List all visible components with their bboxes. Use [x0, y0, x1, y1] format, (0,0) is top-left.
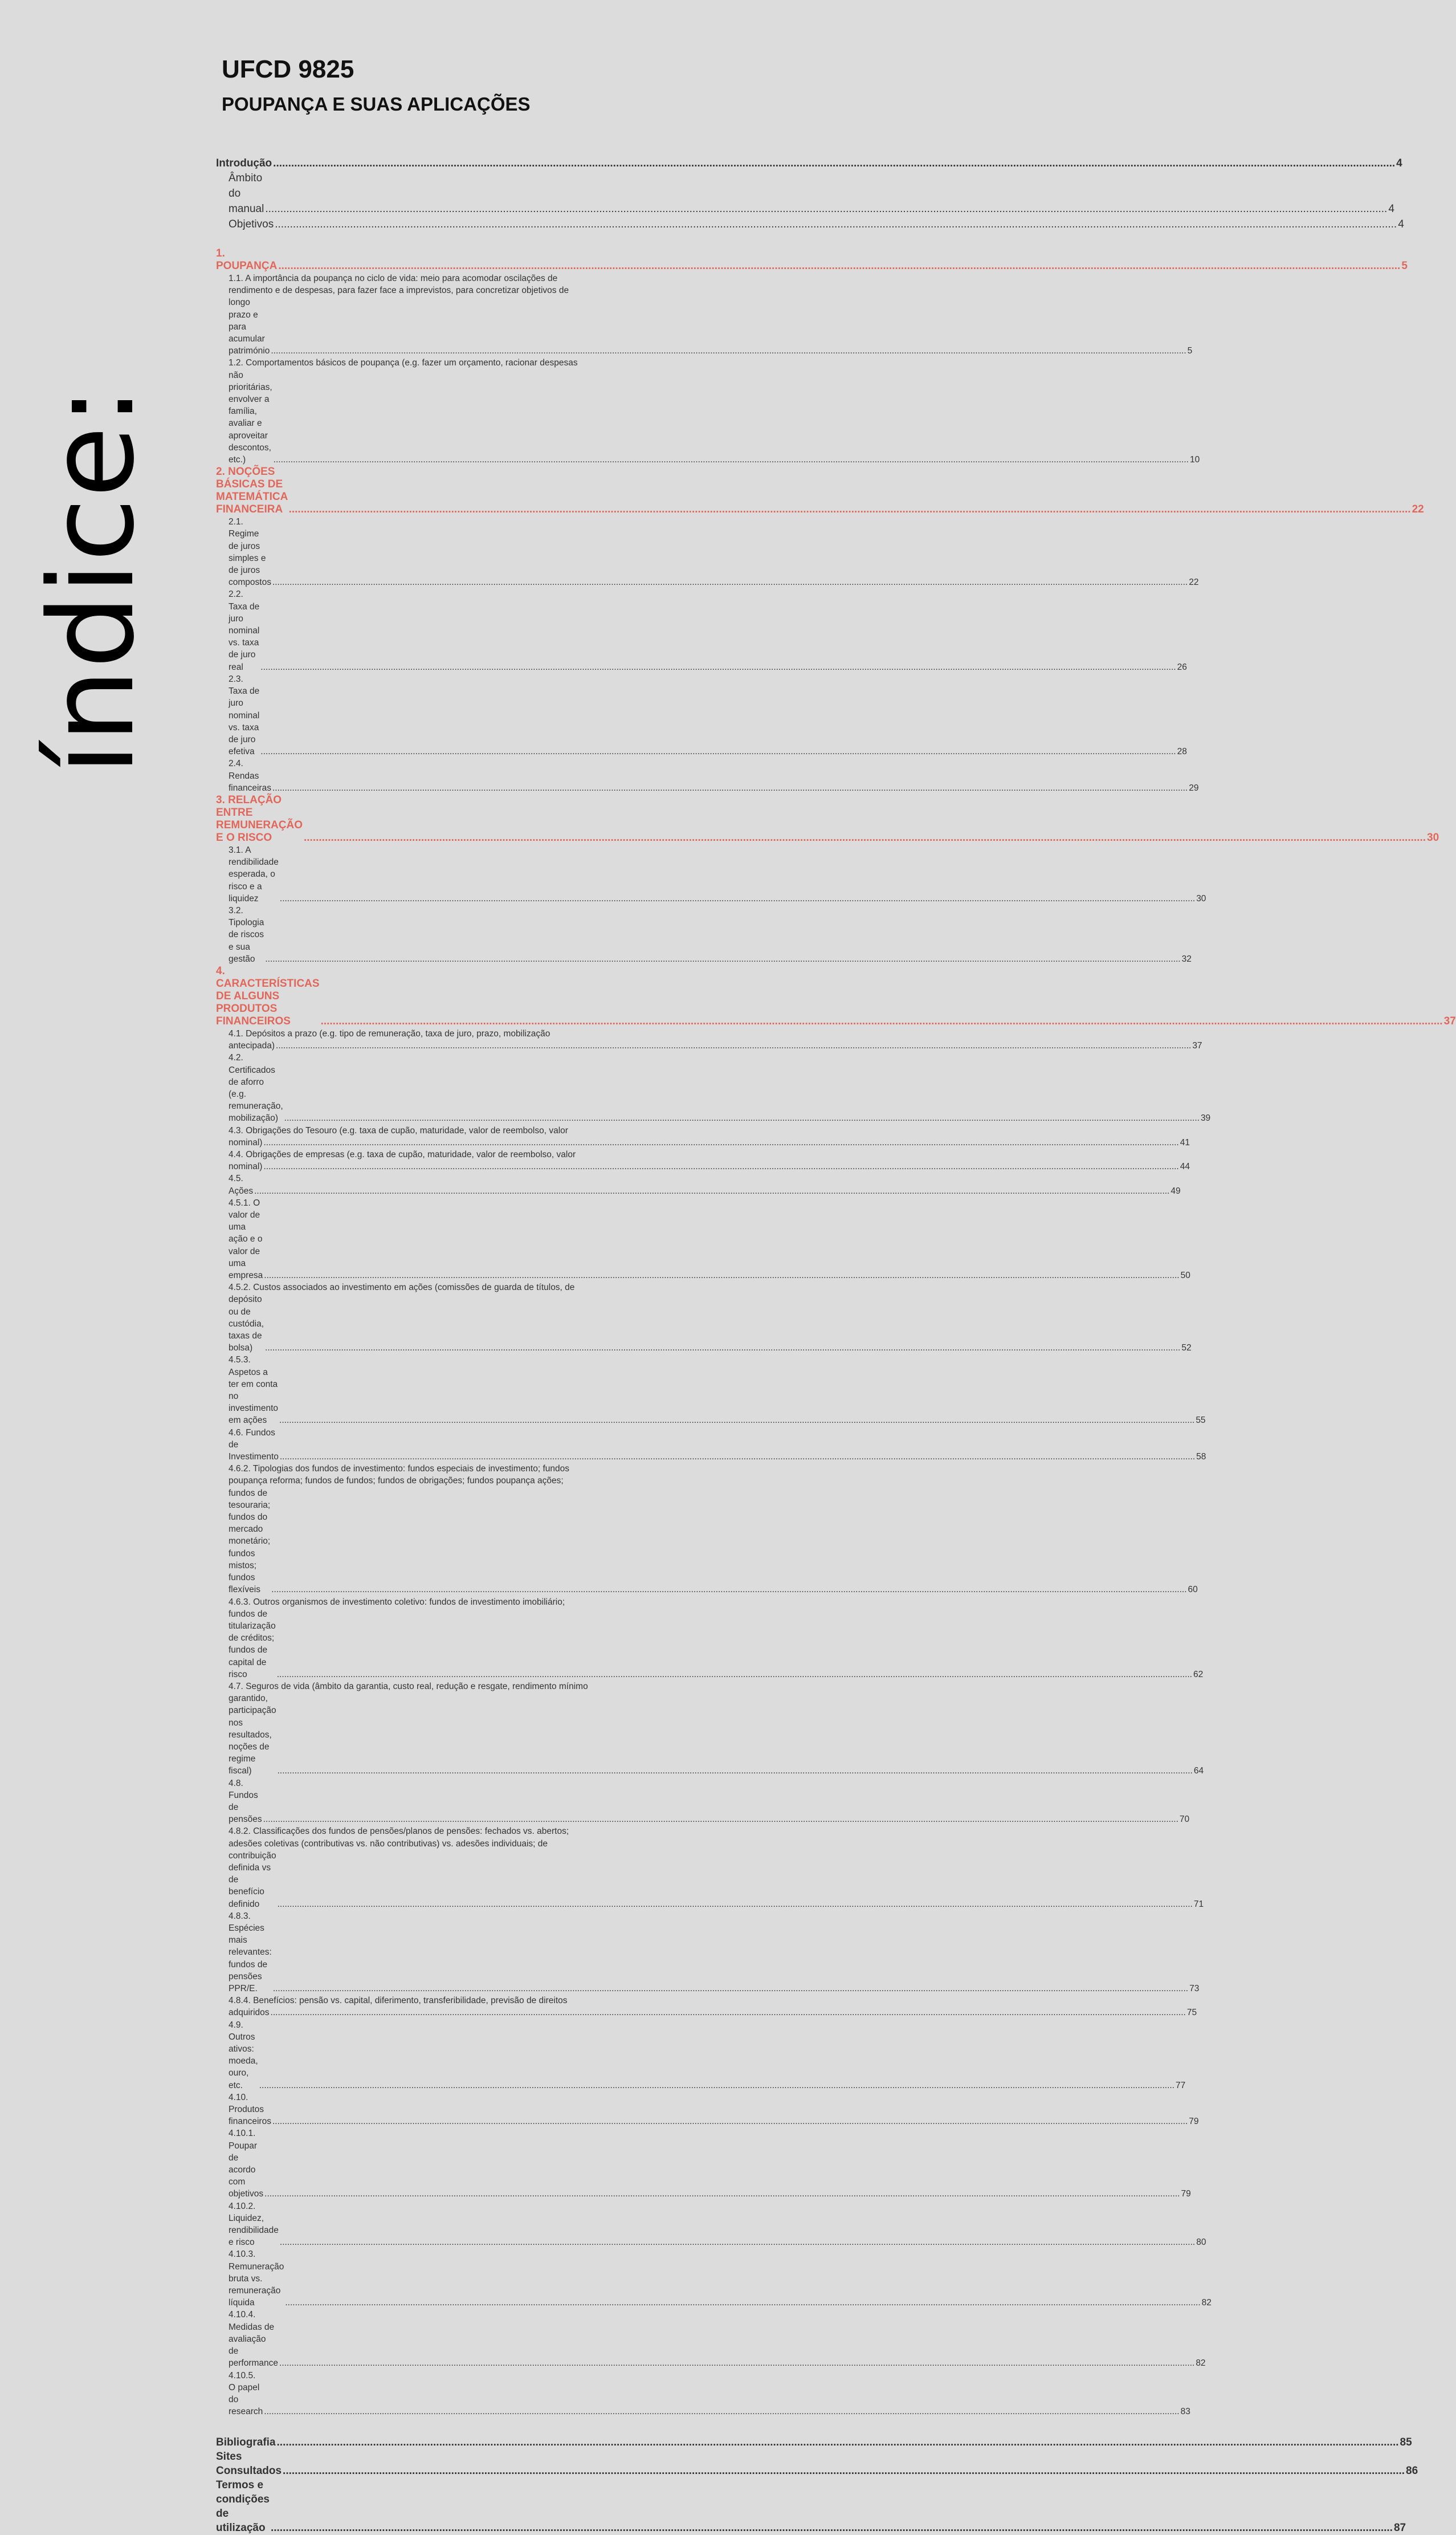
dot-leader	[265, 1342, 1180, 1354]
toc-entry-label: 4.10.5. O papel do research	[229, 2370, 263, 2417]
toc-subsection-entry[interactable]	[216, 1125, 1190, 1149]
toc-entry-line: 4.7. Seguros de vida (âmbito da garantia, custo real, redução e resgate, rendimento mínimo	[229, 1681, 588, 1691]
toc-entry-last-line	[229, 588, 1187, 673]
toc-page-number: 73	[1189, 1984, 1200, 1993]
spacer	[216, 2418, 603, 2435]
dot-leader	[271, 1584, 1186, 1596]
toc-subsection-entry[interactable]	[216, 1028, 1202, 1052]
spacer	[216, 232, 603, 247]
toc-entry-label: não prioritárias, envolver a família, avaliar e aproveitar descontos, etc.)	[229, 370, 272, 465]
toc-entry-label: 4.5.1. O valor de uma ação e o valor de uma empresa	[229, 1198, 263, 1281]
toc-entry-label: 3.1. A rendibilidade esperada, o risco e a liquidez	[229, 845, 279, 904]
toc-subsection-entry[interactable]	[216, 1910, 1200, 1995]
toc-page-number: 62	[1193, 1669, 1204, 1679]
toc-entry-line: 1.1. A importância da poupança no ciclo de vida: meio para acomodar oscilações de	[229, 274, 558, 283]
toc-entry-last-line	[229, 1354, 1206, 1426]
toc-entry-label: 3. RELAÇÃO ENTRE REMUNERAÇÃO E O RISCO	[216, 794, 303, 844]
toc-subsection-entry[interactable]	[216, 1825, 1204, 1910]
toc-entry-label: 2.2. Taxa de juro nominal vs. taxa de juro real	[229, 589, 260, 672]
toc-entry-last-line	[229, 2019, 1186, 2092]
toc-chapter-entry[interactable]	[216, 247, 1408, 272]
dot-leader	[280, 893, 1195, 905]
toc-entry-last-line	[229, 2370, 1190, 2418]
dot-leader	[264, 1269, 1179, 1281]
toc-page-number: 58	[1196, 1452, 1206, 1462]
toc-page-number: 4	[1396, 157, 1402, 169]
toc-page-number: 32	[1181, 954, 1192, 964]
toc-page-number: 44	[1180, 1162, 1190, 1172]
toc-subsection-entry[interactable]	[216, 2370, 1190, 2418]
toc-subsection-entry[interactable]	[216, 1149, 1190, 1173]
toc-subsection-entry[interactable]	[216, 2127, 1191, 2200]
dot-leader	[272, 782, 1188, 794]
toc-section-entry[interactable]	[216, 156, 1402, 170]
toc-entry-line: poupança reforma; fundos de fundos; fundos de obrigações; fundos poupança ações;	[229, 1476, 564, 1486]
dot-leader	[260, 746, 1176, 758]
toc-entry-last-line	[229, 1427, 1206, 1463]
toc-entry-line: 1.2. Comportamentos básicos de poupança (e.g. fazer um orçamento, racionar despesas	[229, 358, 578, 368]
toc-page-number: 82	[1201, 2298, 1212, 2308]
toc-page-number: 75	[1186, 2008, 1197, 2018]
toc-page-number: 22	[1189, 577, 1199, 588]
toc-page-number: 85	[1400, 2436, 1412, 2449]
toc-subsection-entry[interactable]	[216, 170, 1394, 217]
course-code: UFCD 9825	[222, 55, 354, 83]
toc-chapter-entry[interactable]	[216, 794, 1439, 844]
dot-leader	[289, 503, 1411, 516]
dot-leader	[260, 661, 1176, 673]
toc-entry-label: 4.2. Certificados de aforro (e.g. remuneração, mobilização)	[229, 1053, 283, 1124]
toc-entry-line: 4.1. Depósitos a prazo (e.g. tipo de remuneração, taxa de juro, prazo, mobilização	[229, 1028, 550, 1039]
toc-entry-label: Sites Consultados	[216, 2451, 282, 2477]
dot-leader	[276, 1040, 1191, 1052]
toc-entry-last-line	[229, 1608, 1204, 1680]
toc-entry-label: 4.8.3. Espécies mais relevantes: fundos de pensões PPR/E.	[229, 1911, 272, 1993]
dot-leader	[272, 2115, 1188, 2127]
dot-leader	[278, 1898, 1193, 1910]
toc-subsection-entry[interactable]	[216, 1680, 1204, 1777]
toc-page-number: 79	[1189, 2117, 1199, 2127]
toc-entry-label: Objetivos	[229, 218, 274, 230]
toc-entry-label: Âmbito do manual	[229, 172, 264, 215]
toc-subsection-entry[interactable]	[216, 1995, 1197, 2019]
toc-page-number: 55	[1196, 1415, 1206, 1426]
toc-subsection-entry[interactable]	[216, 1463, 1198, 1596]
toc-entry-last-line	[229, 1161, 1190, 1173]
toc-subsection-entry[interactable]	[216, 1281, 1192, 1354]
dot-leader	[284, 1112, 1200, 1124]
toc-subsection-entry[interactable]	[216, 905, 1192, 965]
toc-section-entry[interactable]	[216, 2435, 1412, 2449]
toc-entry-line: adesões coletivas (contributivas vs. não contributivas) vs. adesões individuais; de	[229, 1838, 548, 1849]
toc-page-number: 86	[1406, 2465, 1418, 2477]
toc-entry-last-line	[229, 1197, 1190, 1281]
toc-entry-label: adquiridos	[229, 2008, 270, 2018]
toc-entry-last-line	[229, 1052, 1211, 1124]
toc-entry-label: 4. CARACTERÍSTICAS DE ALGUNS PRODUTOS FINANCEIROS	[216, 965, 320, 1027]
toc-page-number: 5	[1401, 260, 1408, 272]
toc-entry-line: 4.3. Obrigações do Tesouro (e.g. taxa de cupão, maturidade, valor de reembolso, valor	[229, 1125, 568, 1136]
dot-leader	[321, 1015, 1443, 1028]
toc-entry-line: 4.5.2. Custos associados ao investimento em ações (comissões de guarda de títulos, de	[229, 1283, 575, 1293]
toc-entry-label: 2.4. Rendas financeiras	[229, 759, 271, 793]
dot-leader	[264, 2188, 1180, 2200]
toc-entry-line: rendimento e de despesas, para fazer face a imprevistos, para concretizar objetivos de	[229, 286, 569, 296]
toc-entry-label: fundos de tesouraria; fundos do mercado monetário; fundos mistos; fundos flexíveis	[229, 1488, 271, 1595]
toc-page-number: 52	[1181, 1343, 1192, 1353]
toc-entry-line: 4.6.3. Outros organismos de investimento coletivo: fundos de investimento imobiliário;	[229, 1597, 565, 1607]
dot-leader	[271, 2521, 1393, 2535]
toc-page-number: 80	[1196, 2237, 1206, 2248]
toc-page-number: 4	[1398, 218, 1404, 230]
dot-leader	[279, 2357, 1194, 2369]
toc-entry-last-line	[229, 1910, 1200, 1995]
toc-page-number: 82	[1196, 2358, 1206, 2369]
dot-leader	[280, 1451, 1195, 1463]
dot-leader	[273, 156, 1395, 170]
document-header	[222, 52, 531, 119]
dot-leader	[271, 2007, 1186, 2019]
toc-entry-label: nominal)	[229, 1162, 263, 1172]
toc-subsection-entry[interactable]	[216, 1596, 1204, 1680]
toc-subsection-entry[interactable]	[216, 217, 1404, 232]
toc-page-number: 29	[1189, 783, 1199, 793]
toc-entry-label: 4.10.1. Poupar de acordo com objetivos	[229, 2129, 264, 2199]
toc-entry-label: 1. POUPANÇA	[216, 247, 278, 272]
toc-entry-last-line	[229, 1040, 1202, 1052]
dot-leader	[263, 1161, 1178, 1173]
toc-entry-last-line	[229, 673, 1187, 758]
toc-page-number: 41	[1180, 1137, 1190, 1148]
toc-subsection-entry[interactable]	[216, 2092, 1199, 2128]
toc-page-number: 37	[1192, 1041, 1202, 1051]
toc-page-number: 28	[1177, 747, 1187, 757]
dot-leader	[278, 1765, 1193, 1777]
toc-subsection-entry[interactable]	[216, 1052, 1211, 1124]
dot-leader	[271, 345, 1186, 357]
dot-leader	[277, 2435, 1399, 2449]
toc-page-number: 39	[1200, 1113, 1211, 1124]
toc-subsection-entry[interactable]	[216, 2019, 1186, 2092]
toc-entry-label: 4.10.2. Liquidez, rendibilidade e risco	[229, 2201, 279, 2248]
toc-entry-label: 4.10.4. Medidas de avaliação de performance	[229, 2310, 279, 2369]
toc-entry-last-line	[229, 2007, 1197, 2019]
toc-entry-label: 4.5. Ações	[229, 1174, 254, 1196]
dot-leader	[265, 953, 1180, 965]
toc-page-number: 4	[1388, 203, 1394, 215]
toc-entry-label: antecipada)	[229, 1041, 275, 1051]
toc-page-number: 64	[1193, 1766, 1204, 1776]
toc-page-number: 26	[1177, 662, 1187, 672]
toc-subsection-entry[interactable]	[216, 516, 1199, 588]
toc-entry-last-line	[229, 296, 1193, 357]
toc-subsection-entry[interactable]	[216, 1173, 1181, 1197]
toc-entry-label: 4.6. Fundos de Investimento	[229, 1427, 279, 1462]
toc-page-number: 60	[1188, 1585, 1198, 1595]
toc-page-number: 10	[1189, 455, 1200, 465]
toc-entry-last-line	[229, 1487, 1198, 1596]
toc-entry-line: 4.4. Obrigações de empresas (e.g. taxa de cupão, maturidade, valor de reembolso, valor	[229, 1149, 576, 1159]
toc-entry-label: Termos e condições de utilização	[216, 2479, 270, 2534]
toc-entry-label: 4.10.3. Remuneração bruta vs. remuneração líquida	[229, 2249, 284, 2308]
toc-entry-label: fundos de titularização de créditos; fundos de capital de risco	[229, 1609, 276, 1679]
dot-leader	[280, 2236, 1195, 2248]
toc-subsection-entry[interactable]	[216, 673, 1187, 758]
toc-entry-label: 2. NOÇÕES BÁSICAS DE MATEMÁTICA FINANCEIRA	[216, 466, 288, 516]
dot-leader	[278, 260, 1400, 272]
toc-chapter-entry[interactable]	[216, 965, 1456, 1028]
toc-page-number: 71	[1193, 1899, 1204, 1909]
toc-page-number: 49	[1170, 1186, 1181, 1196]
toc-section-entry[interactable]	[216, 2449, 1418, 2478]
toc-entry-label: nominal)	[229, 1137, 263, 1148]
toc-page-number: 30	[1427, 831, 1439, 844]
toc-entry-last-line	[229, 516, 1199, 588]
toc-page-number: 30	[1196, 893, 1206, 904]
toc-chapter-entry[interactable]	[216, 466, 1424, 516]
toc-entry-last-line	[229, 2248, 1212, 2309]
toc-subsection-entry[interactable]	[216, 1427, 1206, 1463]
toc-subsection-entry[interactable]	[216, 844, 1206, 905]
dot-leader	[265, 201, 1387, 217]
toc-subsection-entry[interactable]	[216, 2248, 1212, 2309]
toc-entry-last-line	[229, 369, 1200, 466]
toc-page-number: 77	[1176, 2080, 1186, 2090]
toc-page-number: 5	[1187, 346, 1193, 356]
course-subtitle: POUPANÇA E SUAS APLICAÇÕES	[222, 93, 531, 115]
toc-entry-label: longo prazo e para acumular património	[229, 298, 270, 356]
toc-entry-last-line	[229, 758, 1199, 794]
toc-entry-last-line	[229, 1850, 1204, 1910]
dot-leader	[272, 576, 1188, 588]
toc-entry-last-line	[229, 2309, 1206, 2369]
toc-entry-last-line	[229, 2200, 1206, 2249]
toc-subsection-entry[interactable]	[216, 1197, 1190, 1281]
toc-page-number: 22	[1412, 503, 1424, 516]
toc-entry-label: garantido, participação nos resultados, noções de regime fiscal)	[229, 1694, 276, 1776]
toc-entry-label: Bibliografia	[216, 2436, 276, 2449]
toc-entry-last-line	[229, 1692, 1204, 1777]
toc-page-number: 79	[1181, 2189, 1191, 2199]
toc-entry-last-line	[229, 1293, 1192, 1354]
toc-entry-label: 4.8. Fundos de pensões	[229, 1778, 262, 1825]
toc-subsection-entry[interactable]	[216, 272, 1193, 357]
toc-subsection-entry[interactable]	[216, 1777, 1190, 1826]
dot-leader	[275, 217, 1397, 232]
toc-entry-label: Introdução	[216, 157, 272, 169]
dot-leader	[274, 454, 1189, 466]
toc-page-number: 83	[1180, 2407, 1190, 2417]
toc-entry-label: 2.1. Regime de juros simples e de juros compostos	[229, 517, 271, 588]
dot-leader	[277, 1669, 1192, 1680]
toc-subsection-entry[interactable]	[216, 357, 1200, 466]
toc-subsection-entry[interactable]	[216, 2309, 1206, 2369]
toc-entry-label: 2.3. Taxa de juro nominal vs. taxa de juro efetiva	[229, 674, 260, 757]
dot-leader	[263, 1137, 1178, 1149]
toc-entry-last-line	[229, 2127, 1191, 2200]
dot-leader	[264, 2406, 1179, 2418]
toc-entry-line: 4.8.2. Classificações dos fundos de pensões/planos de pensões: fechados vs. abertos;	[229, 1826, 569, 1837]
index-side-title: índice:	[25, 386, 160, 775]
dot-leader	[259, 2080, 1174, 2092]
table-of-contents	[216, 156, 1456, 2535]
toc-entry-last-line	[229, 905, 1192, 965]
toc-entry-last-line	[229, 1137, 1190, 1149]
dot-leader	[279, 1414, 1194, 1426]
toc-entry-last-line	[229, 844, 1206, 905]
dot-leader	[273, 1983, 1188, 1995]
dot-leader	[285, 2297, 1200, 2309]
dot-leader	[304, 832, 1426, 844]
toc-section-entry[interactable]	[216, 2478, 1406, 2535]
toc-entry-label: depósito ou de custódia, taxas de bolsa)	[229, 1295, 264, 1353]
toc-subsection-entry[interactable]	[216, 588, 1187, 673]
toc-subsection-entry[interactable]	[216, 1354, 1206, 1426]
toc-entry-label: 4.9. Outros ativos: moeda, ouro, etc.	[229, 2020, 258, 2090]
dot-leader	[283, 2464, 1405, 2478]
toc-page-number: 87	[1393, 2522, 1406, 2534]
toc-entry-label: 4.5.3. Aspetos a ter em conta no investimento em ações	[229, 1355, 279, 1426]
toc-page-number: 70	[1179, 1814, 1190, 1825]
toc-entry-last-line	[229, 2092, 1199, 2128]
toc-entry-last-line	[229, 1173, 1181, 1197]
toc-entry-label: 3.2. Tipologia de riscos e sua gestão	[229, 905, 264, 964]
toc-entry-label: contribuição definida vs de benefício definido	[229, 1850, 276, 1909]
toc-entry-label: 4.10. Produtos financeiros	[229, 2092, 271, 2127]
dot-leader	[263, 1813, 1178, 1825]
toc-entry-last-line	[229, 1777, 1190, 1826]
toc-page-number: 50	[1180, 1271, 1190, 1281]
toc-entry-line: 4.6.2. Tipologias dos fundos de investimento: fundos especiais de investimento; fundos	[229, 1464, 569, 1474]
toc-subsection-entry[interactable]	[216, 2200, 1206, 2249]
toc-subsection-entry[interactable]	[216, 758, 1199, 794]
dot-leader	[254, 1185, 1169, 1197]
toc-page-number: 37	[1443, 1015, 1456, 1027]
toc-entry-line: 4.8.4. Benefícios: pensão vs. capital, diferimento, transferibilidade, previsão de direitos	[229, 1996, 568, 2006]
